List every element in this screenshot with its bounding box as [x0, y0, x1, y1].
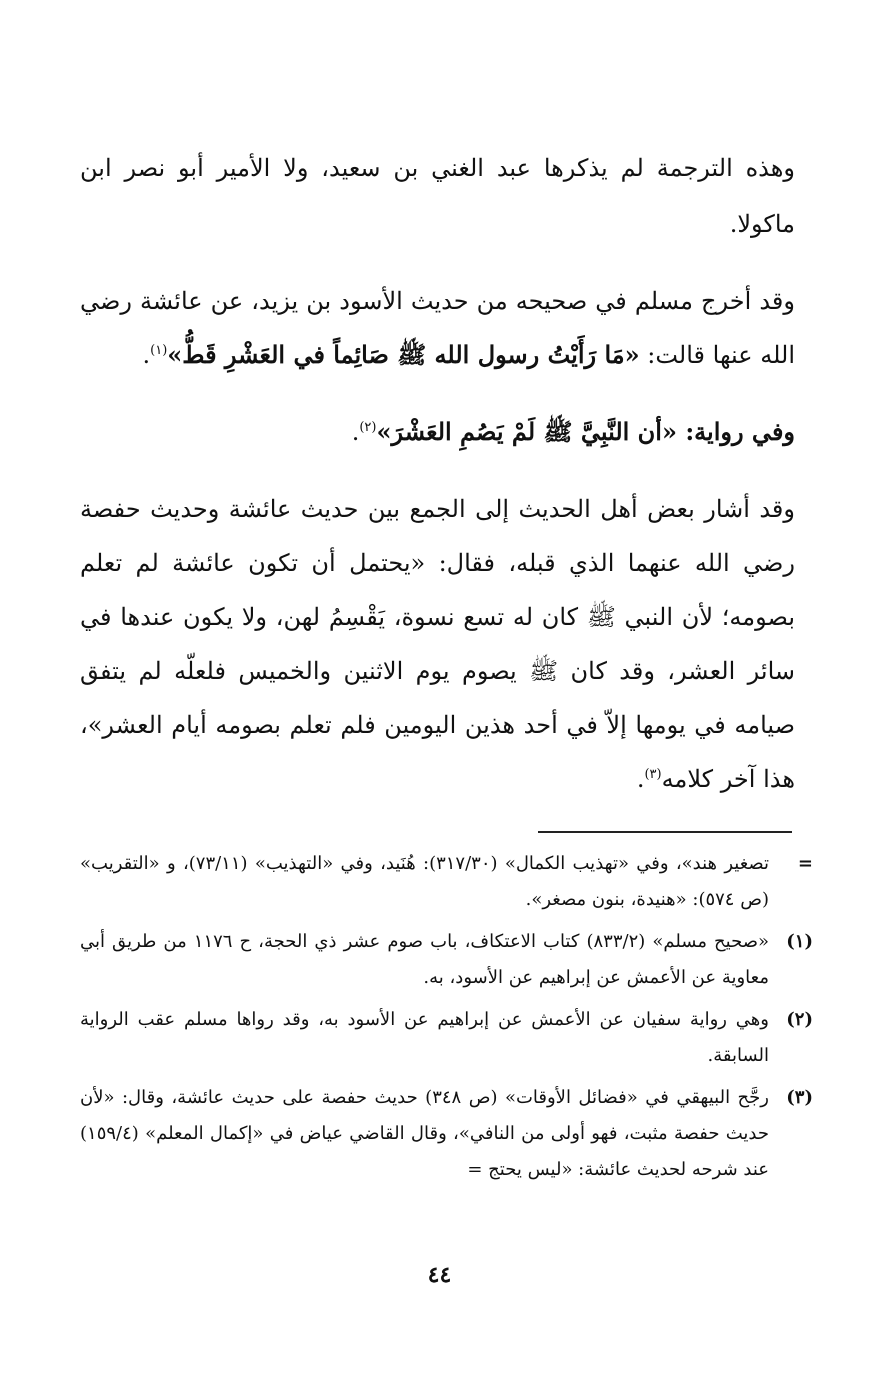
footnote-ref-3[interactable]: (٣) [644, 767, 662, 782]
footnote-number: (٢) [786, 1009, 813, 1030]
paragraph-2 [80, 274, 795, 382]
paragraph-4-end: . [636, 765, 645, 793]
footnotes [80, 846, 813, 1194]
footnote-ref-1[interactable]: (١) [150, 343, 168, 358]
hadith-quote-2: «أن النَّبِيَّ ﷺ لَمْ يَصُمِ العَشْرَ» [376, 417, 677, 446]
footnote-text: وهي رواية سفيان عن الأعمش عن إبراهيم عن الأسود به، وقد رواها مسلم عقب الرواية السابقة. [80, 1009, 769, 1066]
footnote-number: (١) [786, 931, 813, 952]
page-number: ٤٤ [427, 1262, 452, 1288]
footnote-text: تصغير هند»، وفي «تهذيب الكمال» (٣١٧/٣٠): هُنَيد، وفي «التهذيب» (٧٣/١١)، و «التقريب» (ص ٥٧٤): «هنيدة، بنون مصغر». [80, 853, 769, 910]
paragraph-4 [80, 482, 795, 806]
footnote-text: «صحيح مسلم» (٨٣٣/٢) كتاب الاعتكاف، باب صوم عشر ذي الحجة، ح ١١٧٦ من طريق أبي معاوية عن الأعمش عن إبراهيم عن الأسود، به. [80, 931, 769, 988]
footnote-number: (٣) [786, 1087, 813, 1108]
footnote-continuation [80, 846, 813, 918]
footnote-marker: = [797, 853, 813, 874]
paragraph-3 [80, 404, 795, 460]
footnote-1 [80, 924, 813, 996]
paragraph-2-end: . [142, 341, 151, 369]
paragraph-4-text: وقد أشار بعض أهل الحديث إلى الجمع بين حديث عائشة وحديث حفصة رضي الله عنهما الذي قبله، فقال: «يحتمل أن تكون عائشة لم تعلم بصومه؛ لأن النبي ﷺ كان له تسع نسوة، يَقْسِمُ لهن، ولا يكون عندها في سائر العشر، وقد كان ﷺ يصوم يوم الاثنين والخميس فلعلّه لم يتفق صيامه في يومها إلاّ في أحد هذين اليومين فلم تعلم بصومه أيام العشر»، هذا آخر كلامه [80, 495, 795, 793]
footnote-text: رجَّح البيهقي في «فضائل الأوقات» (ص ٣٤٨) حديث حفصة على حديث عائشة، وقال: «لأن حديث حفصة مثبت، فهو أولى من النافي»، وقال القاضي عياض في «إكمال المعلم» (١٥٩/٤) عند شرحه لحديث عائشة: «ليس يحتج = [80, 1087, 769, 1180]
paragraph-1: وهذه الترجمة لم يذكرها عبد الغني بن سعيد، ولا الأمير أبو نصر ابن ماكولا. [80, 154, 795, 238]
footnote-ref-2[interactable]: (٢) [359, 420, 377, 435]
main-text [80, 140, 795, 828]
footnote-2 [80, 1002, 813, 1074]
footnote-separator [538, 831, 792, 833]
hadith-quote-1: «مَا رَأَيْتُ رسول الله ﷺ صَائِماً في العَشْرِ قَطُّ» [167, 340, 640, 369]
paragraph-3-text: وفي رواية: [676, 417, 795, 446]
paragraph-3-end: . [351, 418, 360, 446]
paragraph-2-text: وقد أخرج مسلم في صحيحه من حديث الأسود بن يزيد، عن عائشة رضي الله عنها قالت: [80, 287, 795, 369]
footnote-3 [80, 1080, 813, 1188]
